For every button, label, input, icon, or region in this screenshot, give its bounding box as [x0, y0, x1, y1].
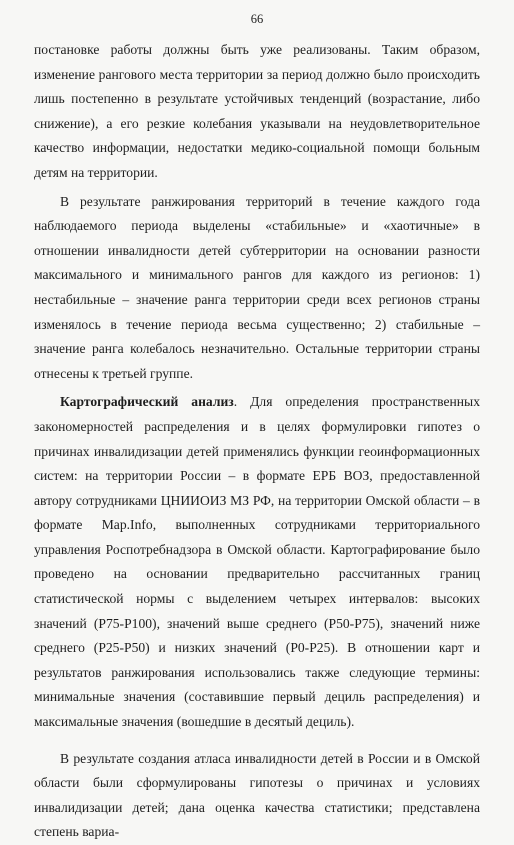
paragraph-4 — [34, 747, 480, 845]
paragraph-2 — [34, 190, 480, 387]
paragraph-1 — [34, 38, 480, 186]
document-body — [34, 38, 480, 845]
paragraph-2-text: В результате ранжирования территорий в течение каждого года наблюдаемого периода выделены «стабильные» и «хаотичные» в отношении инвалидности детей субтерритории на основании разности максимального и минимального рангов для каждого из регионов: 1) нестабильные – значение ранга территории среди всех регионов страны изменялось в течение периода весьма существенно; 2) стабильные – значение ранга колебалось незначительно. Остальные территории страны отнесены к третьей группе. — [34, 193, 480, 381]
section-heading: Картографический анализ — [60, 394, 234, 410]
paragraph-3 — [34, 390, 480, 734]
paragraph-4-text: В результате создания атласа инвалидности детей в России и в Омской области были сформулированы гипотезы о причинах и условиях инвалидизации детей; дана оценка качества статистики; представлена степень вариа- — [34, 750, 480, 840]
paragraph-1-text: постановке работы должны быть уже реализованы. Таким образом, изменение рангового места территории за период должно было происходить лишь постепенно в результате устойчивых тенденций (возрастание, либо снижение), а его резкие колебания указывали на неудовлетворительное качество информации, недостатки медико-социальной помощи больным детям на территории. — [34, 42, 480, 180]
page-number: 66 — [250, 12, 264, 26]
paragraph-3-text: . Для определения пространственных закономерностей распределения и в целях формулировки гипотез о причинах инвалидизации детей применялись функции геоинформационных систем: на территории России – в формате ЕРБ ВОЗ, предоставленной автору сотрудниками ЦНИИОИЗ МЗ РФ, на территории Омской области – в формате Map.Info, выполненных сотрудниками территориального управления Роспотребнадзора в Омской области. Картографирование было проведено на основании предварительно рассчитанных границ статистической нормы с выделением четырех интервалов: высоких значений (Р75-Р100), значений выше среднего (Р50-Р75), значений ниже среднего (Р25-Р50) и низких значений (Р0-Р25). В отношении карт и результатов ранжирования использовались также следующие термины: минимальные значения (составившие первый дециль распределения) и максимальные значения (вошедшие в десятый дециль). — [34, 394, 480, 730]
